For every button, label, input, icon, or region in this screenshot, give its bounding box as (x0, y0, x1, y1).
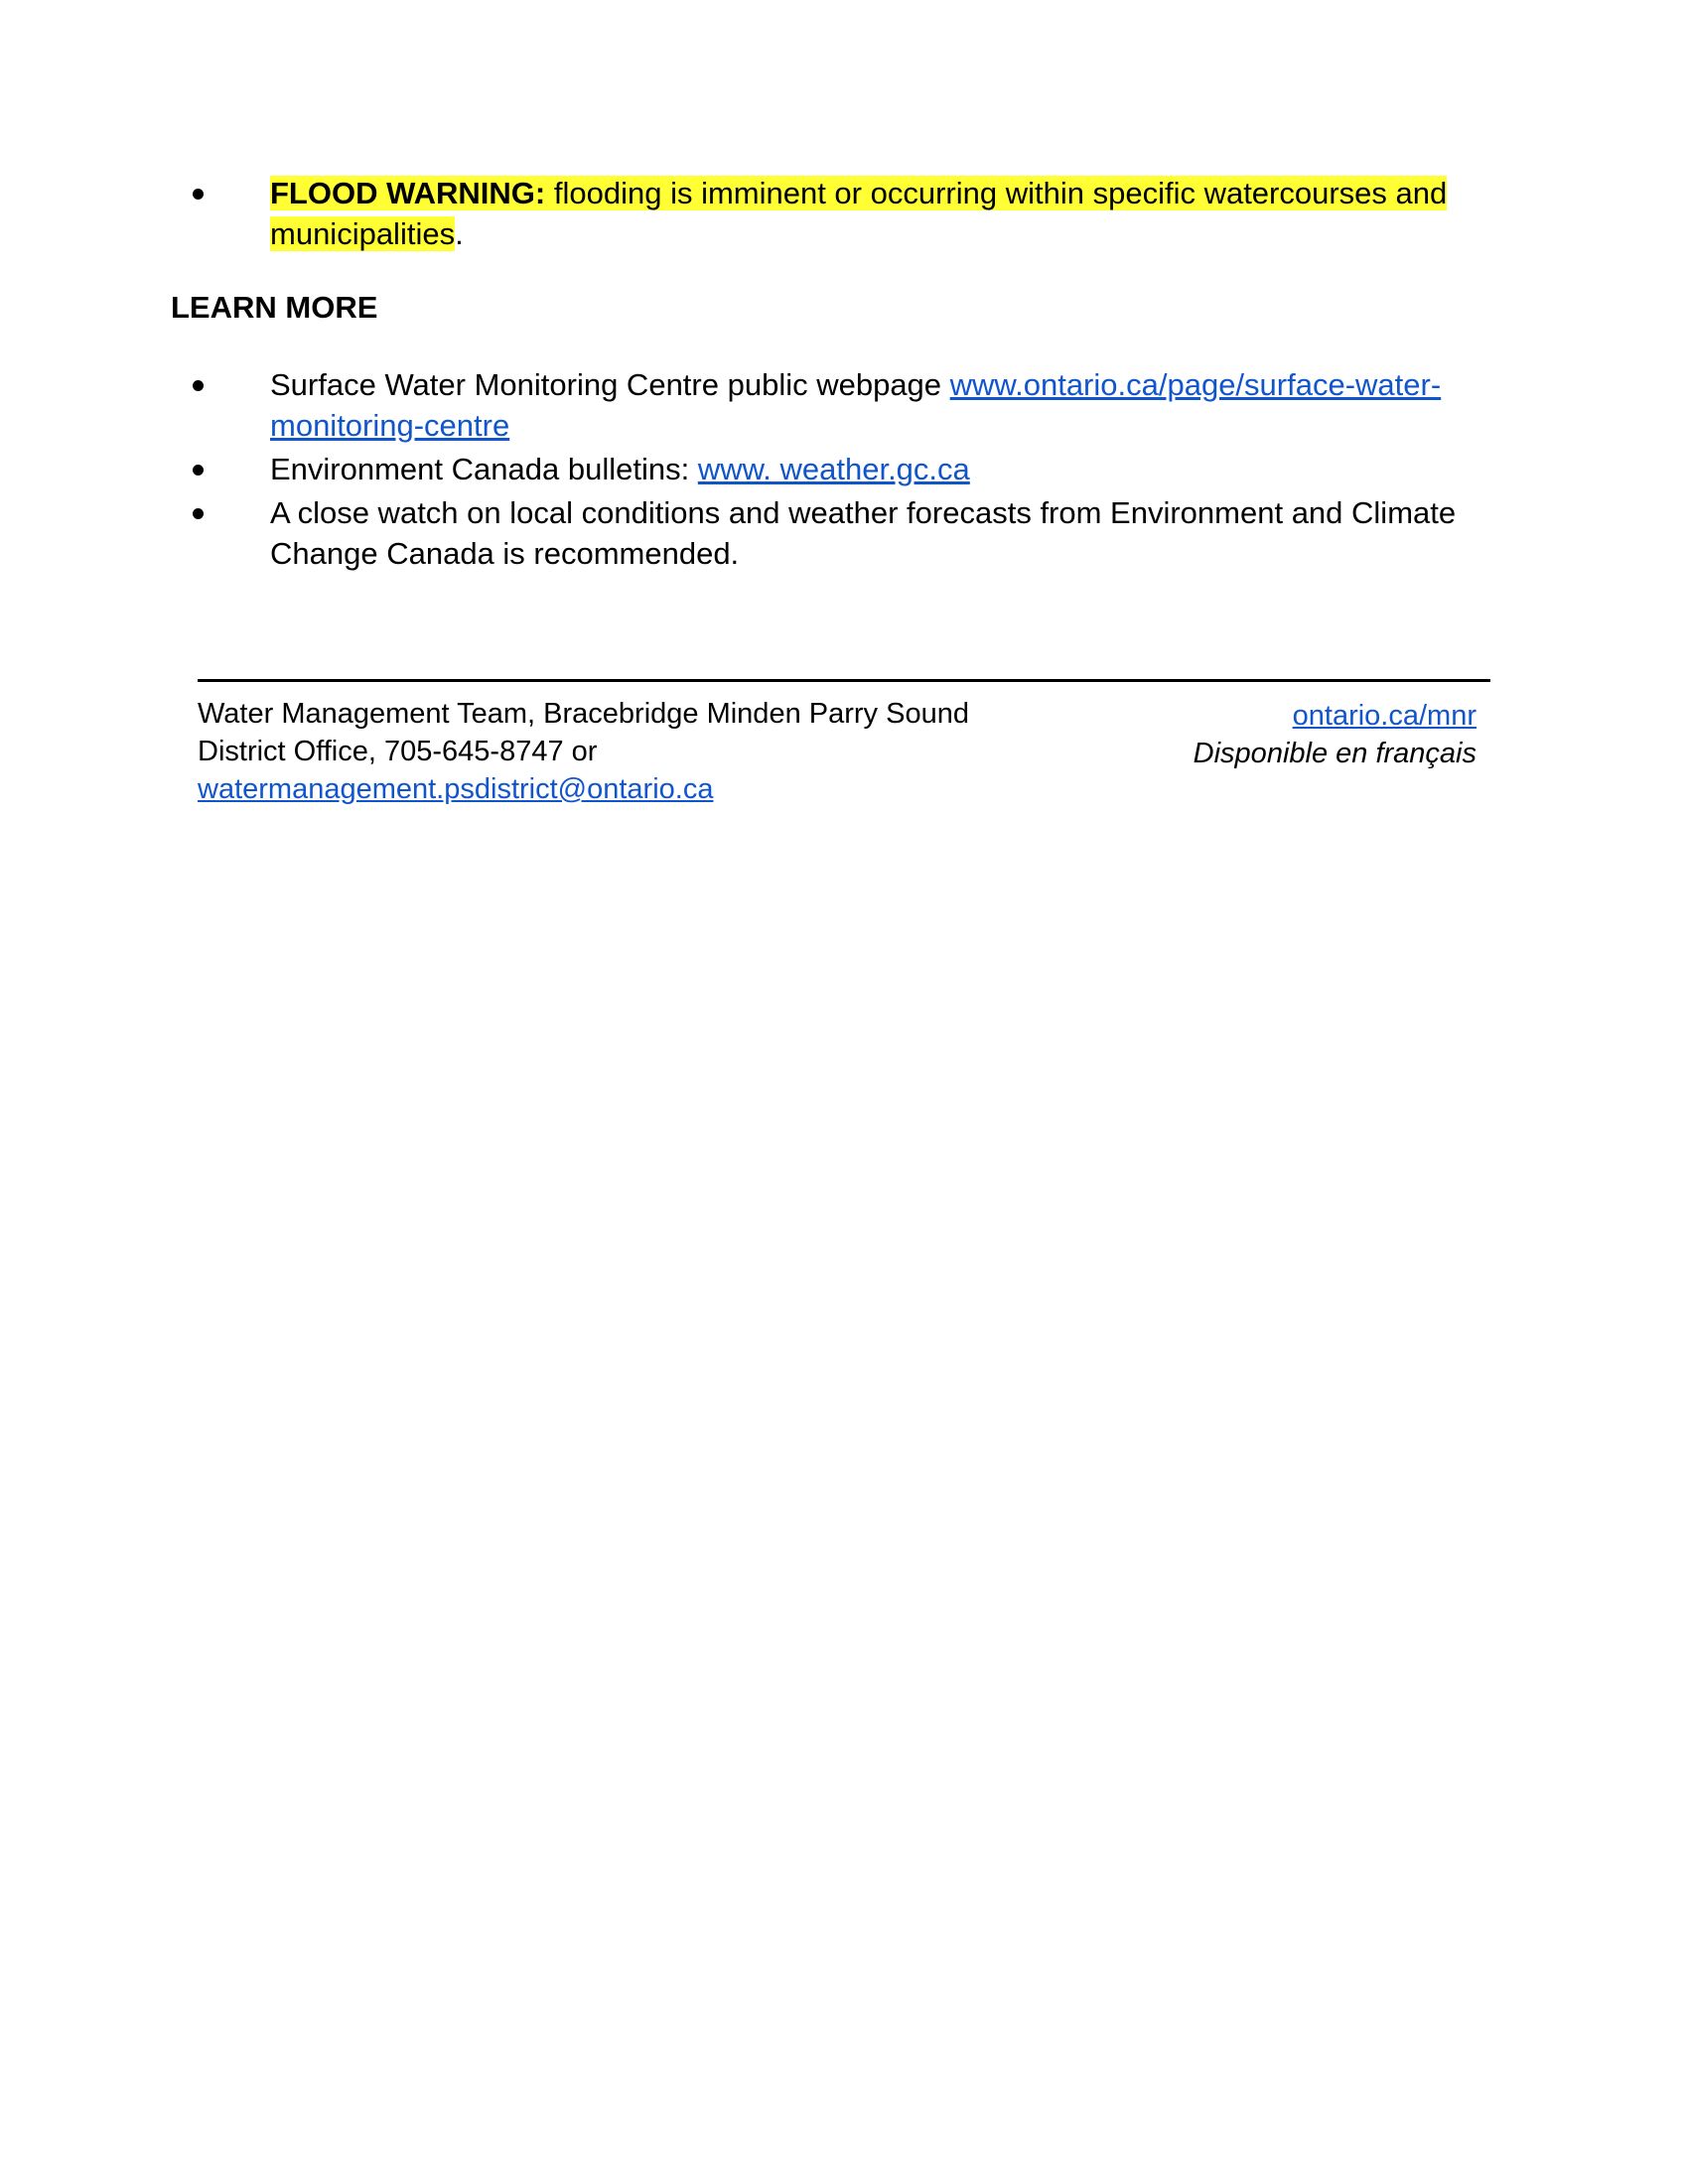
flood-warning-text: flooding is imminent or occurring within specific watercourses and municipalities (270, 176, 1448, 251)
bullet-icon (193, 380, 204, 391)
list-item (171, 173, 1501, 254)
email-link[interactable]: watermanagement.psdistrict@ontario.ca (198, 773, 714, 805)
bullet-icon (193, 508, 204, 519)
contact-line-1: Water Management Team, Bracebridge Minden Parry Sound (198, 698, 969, 730)
list-item (171, 492, 1501, 574)
list-item (171, 364, 1501, 446)
learn-more-heading: LEARN MORE (171, 290, 378, 325)
highlighted-text (270, 176, 1447, 251)
list-item (171, 449, 1501, 489)
website-link[interactable]: ontario.ca/mnr (1292, 700, 1477, 732)
bullet-icon (193, 189, 204, 200)
flood-warning-label: FLOOD WARNING: (270, 176, 546, 210)
list-item-text: Environment Canada bulletins: (270, 452, 698, 486)
footer-divider (198, 679, 1490, 682)
footer-right (1092, 697, 1477, 772)
learn-more-list (171, 364, 1501, 577)
contact-line-2: District Office, 705-645-8747 or (198, 736, 598, 767)
surface-water-link[interactable]: www.ontario.ca/page/surface-water-monitoring-centre (270, 367, 1442, 443)
list-item-text: A close watch on local conditions and weather forecasts from Environment and Climate Change Canada is recommended. (270, 495, 1457, 571)
bullet-icon (193, 465, 204, 476)
flood-warning-end: . (455, 216, 464, 251)
weather-link[interactable]: www. weather.gc.ca (697, 452, 970, 486)
footer-contact (198, 695, 1091, 808)
list-item-text: Surface Water Monitoring Centre public webpage (270, 367, 950, 402)
warning-list (171, 173, 1501, 254)
french-availability: Disponible en français (1193, 738, 1477, 769)
